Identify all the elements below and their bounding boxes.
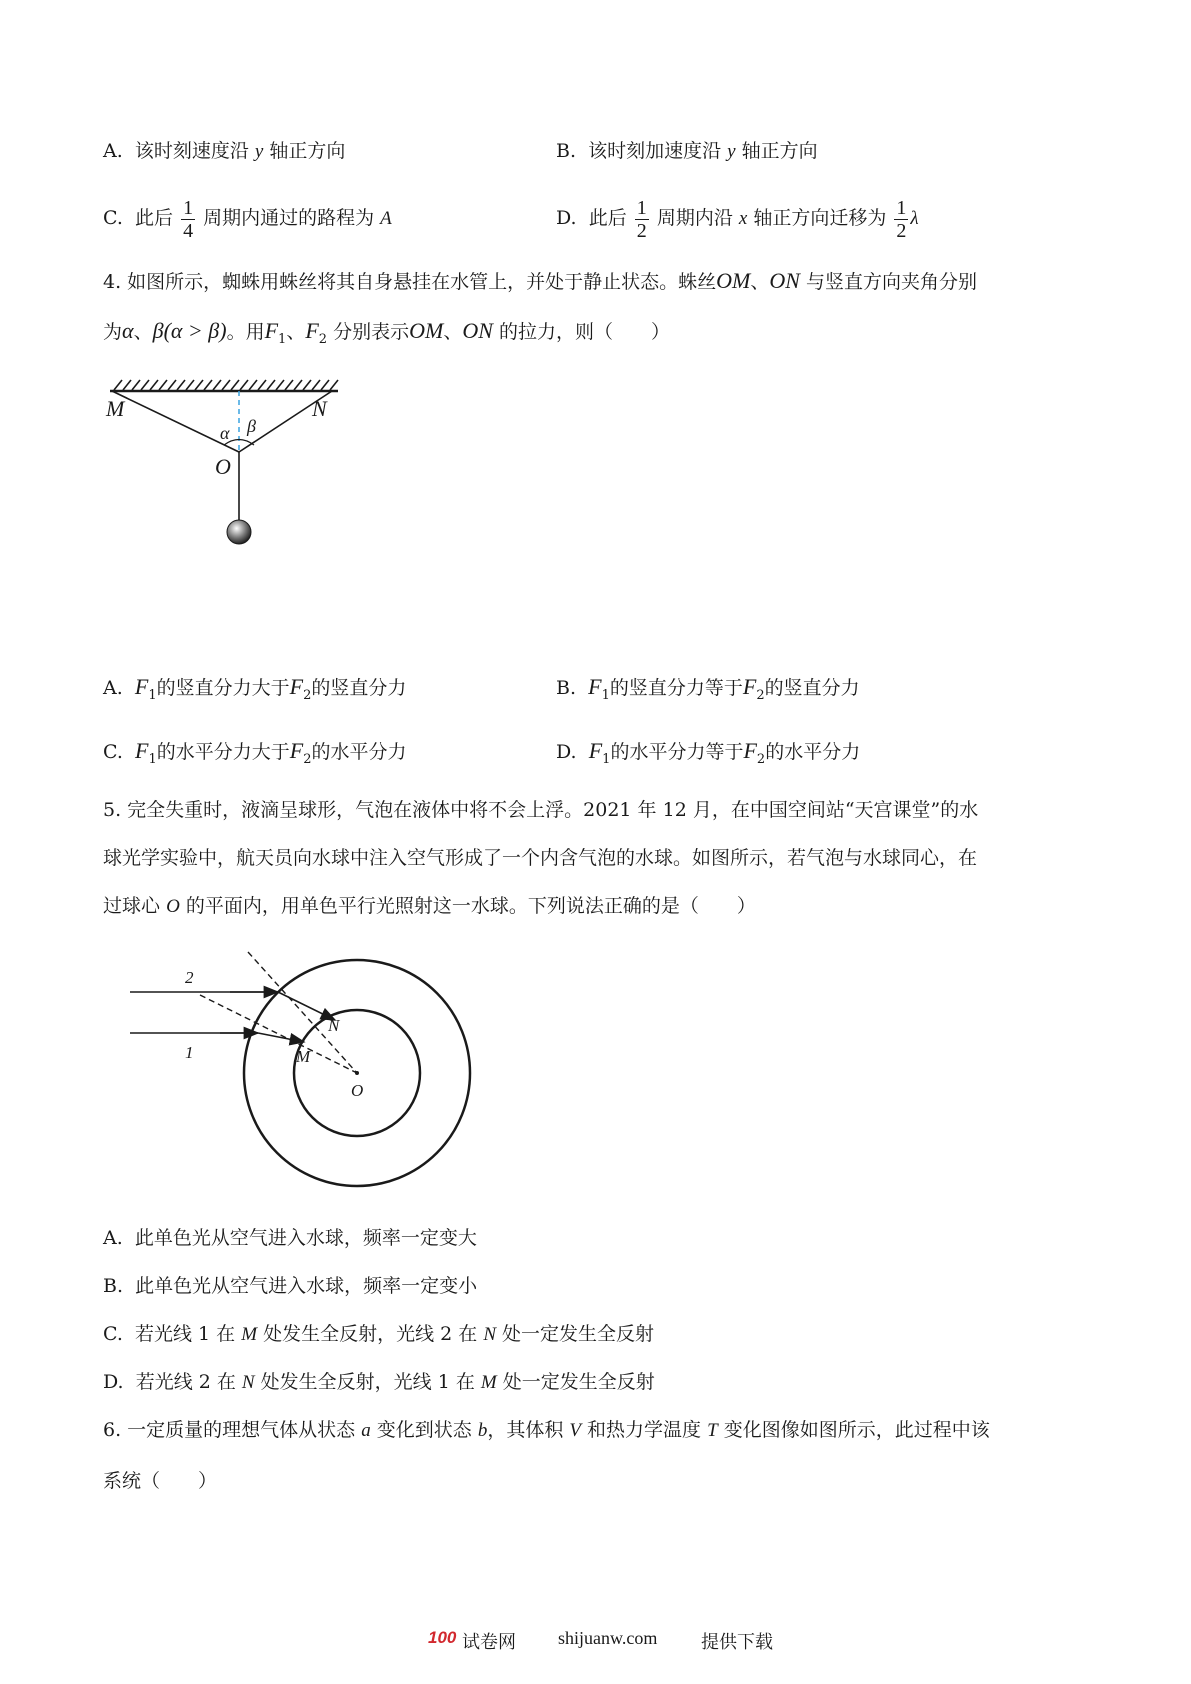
label-n: N (328, 1016, 340, 1035)
site-domain[interactable]: shijuanw.com (558, 1628, 658, 1648)
q4-option-b: B. $F_1$的竖直分力等于$F_2$的竖直分力 (556, 674, 860, 703)
ceiling-hatch (114, 380, 338, 390)
hatch-mark (231, 380, 239, 390)
q6-stem-line-2: 系统（ ） (103, 1470, 218, 1492)
q6-stem-line-1: 6. 一定质量的理想气体从状态 a 变化到状态 b，其体积 V 和热力学温度 T 变化图像如图所示，此过程中该 (103, 1419, 990, 1441)
hatch-mark (276, 380, 284, 390)
q3-option-b: B. 该时刻加速度沿 y 轴正方向 (556, 140, 818, 162)
hatch-mark (132, 380, 140, 390)
hatch-mark (204, 380, 212, 390)
q5-option-c: C. 若光线 1 在 M 处发生全反射，光线 2 在 N 处一定发生全反射 (103, 1323, 655, 1345)
hatch-mark (249, 380, 257, 390)
hatch-mark (240, 380, 248, 390)
label-m: M (106, 396, 125, 421)
label-n: N (312, 396, 327, 421)
hatch-mark (159, 380, 167, 390)
label-ray-2: 2 (185, 968, 194, 987)
q5-option-b: B. 此单色光从空气进入水球，频率一定变小 (103, 1275, 478, 1297)
q3-option-a: A. 该时刻速度沿 y 轴正方向 (103, 140, 346, 162)
download-text: 提供下载 (701, 1632, 773, 1653)
hatch-mark (114, 380, 122, 390)
hatch-mark (213, 380, 221, 390)
site-logo: 100 (428, 1628, 457, 1647)
q5-option-a: A. 此单色光从空气进入水球，频率一定变大 (103, 1227, 477, 1249)
label-ray-1: 1 (185, 1043, 194, 1062)
fraction-one-quarter: $\frac{1}{4}$ (183, 196, 194, 242)
hatch-mark (195, 380, 203, 390)
spider-ball (227, 520, 251, 544)
hatch-mark (267, 380, 275, 390)
q5-stem-line-1: 5. 完全失重时，液滴呈球形，气泡在液体中将不会上浮。2021 年 12 月，在中国空间站“天宫课堂”的水 (103, 799, 979, 821)
q4-option-a: A. $F_1$的竖直分力大于$F_2$的竖直分力 (103, 674, 407, 703)
q5-stem-line-2: 球光学实验中，航天员向水球中注入空气形成了一个内含气泡的水球。如图所示，若气泡与水球同心，在 (103, 847, 978, 869)
q4-stem-line-2: 为α、β(α > β)。用$F_1$、$F_2$ 分别表示OM、ON 的拉力，则（ ） (103, 318, 670, 347)
hatch-mark (186, 380, 194, 390)
hatch-mark (321, 380, 329, 390)
label-m: M (296, 1047, 311, 1066)
label-o: O (351, 1081, 364, 1100)
hatch-mark (123, 380, 131, 390)
q4-option-d: D. $F_1$的水平分力等于$F_2$的水平分力 (556, 738, 861, 767)
site-name: 试卷网 (462, 1632, 516, 1653)
label-alpha: α (220, 423, 230, 443)
hatch-mark (222, 380, 230, 390)
q3-option-c: C. 此后 $\frac{1}{4}$ 周期内通过的路程为 A (103, 196, 392, 242)
q4-stem-line-1: 4. 如图所示，蜘蛛用蛛丝将其自身悬挂在水管上，并处于静止状态。蛛丝OM、ON 与竖直方向夹角分别 (103, 268, 978, 293)
q5-option-d: D. 若光线 2 在 N 处发生全反射，光线 1 在 M 处一定发生全反射 (103, 1371, 655, 1393)
q5-stem-line-3: 过球心 O 的平面内，用单色平行光照射这一水球。下列说法正确的是（ ） (103, 895, 756, 917)
label-o: O (215, 454, 231, 479)
hatch-mark (258, 380, 266, 390)
fraction-one-half: $\frac{1}{2}$ (636, 196, 647, 242)
ray-1-refracted (258, 1033, 304, 1042)
hatch-mark (150, 380, 158, 390)
q5-water-ball-figure (120, 950, 480, 1200)
hatch-mark (312, 380, 320, 390)
q3-option-d: D. 此后 $\frac{1}{2}$ 周期内沿 x 轴正方向迁移为 $\frac{1}{2}$ λ (556, 196, 919, 242)
hatch-mark (141, 380, 149, 390)
hatch-mark (285, 380, 293, 390)
ray-2-refracted (278, 992, 335, 1020)
hatch-mark (330, 380, 338, 390)
hatch-mark (303, 380, 311, 390)
fraction-one-half-2: $\frac{1}{2}$ (896, 196, 907, 242)
hatch-mark (177, 380, 185, 390)
q4-spider-figure (100, 370, 360, 600)
hatch-mark (294, 380, 302, 390)
label-beta: β (247, 416, 256, 436)
q4-option-c: C. $F_1$的水平分力大于$F_2$的水平分力 (103, 738, 407, 767)
hatch-mark (168, 380, 176, 390)
